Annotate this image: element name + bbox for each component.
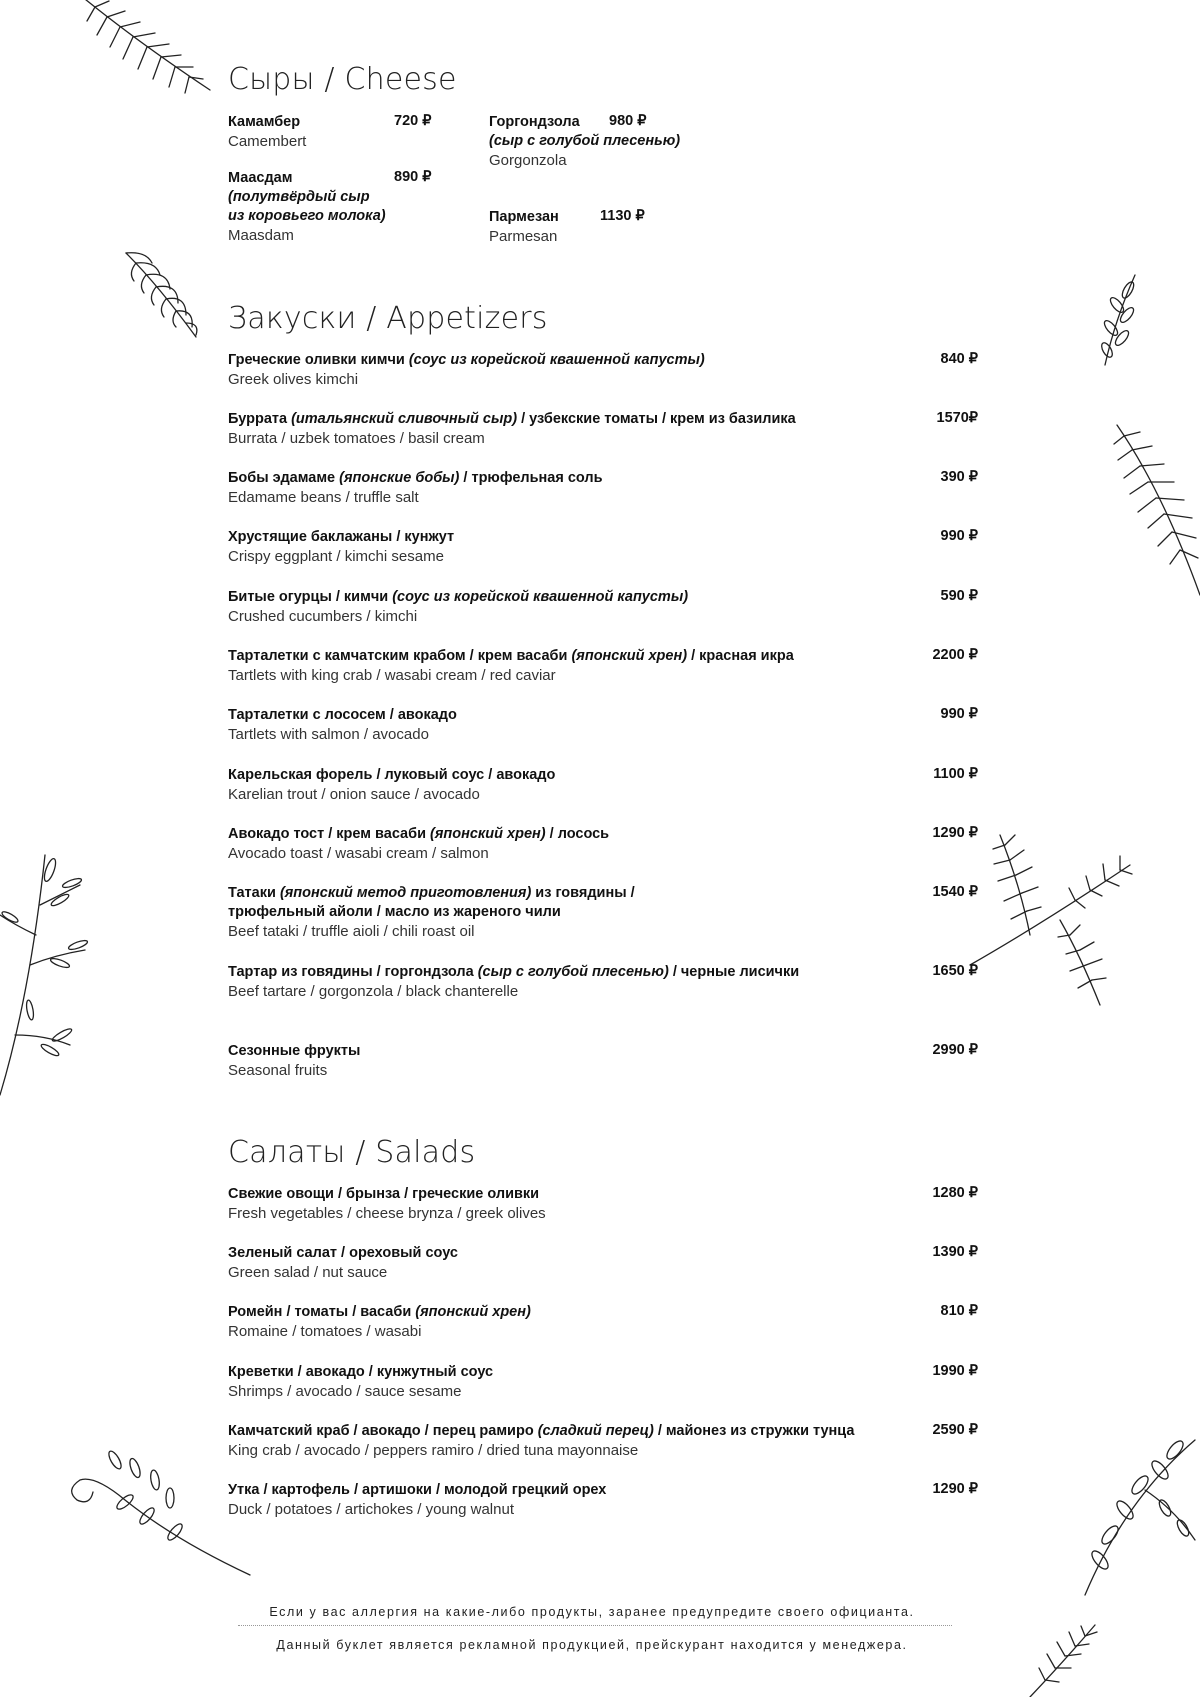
item-name-line2: трюфельный айоли / масло из жареного чили (228, 904, 561, 920)
item-name: Греческие оливки кимчи (соус из корейской квашенной капусты) (228, 352, 705, 368)
item-price: 720 ₽ (394, 113, 432, 129)
item-name-en: Crushed cucumbers / kimchi (228, 608, 418, 625)
item-name: Креветки / авокадо / кунжутный соус (228, 1364, 494, 1380)
item-name: Хрустящие баклажаны / кунжут (228, 529, 455, 545)
menu-item (228, 1303, 998, 1341)
menu-item (228, 528, 998, 566)
footer-divider (238, 1625, 952, 1626)
price-disclaimer: Данный буклет является рекламной продукцией, прейскурант находится у менеджера. (276, 1638, 908, 1652)
menu-item (489, 113, 709, 170)
item-name: Ромейн / томаты / васаби (японский хрен) (228, 1304, 531, 1320)
menu-item (228, 469, 998, 507)
item-price: 2200 ₽ (932, 647, 978, 663)
menu-item (228, 410, 998, 448)
item-name-en: Fresh vegetables / cheese brynza / greek olives (228, 1205, 546, 1222)
item-note: (соус из корейской квашенной капусты) (392, 589, 689, 605)
fern-leaf-icon (1025, 1620, 1115, 1697)
menu-item (228, 825, 998, 863)
item-price: 1990 ₽ (932, 1363, 978, 1379)
item-price: 1130 ₽ (600, 208, 645, 224)
menu-item (228, 963, 998, 1001)
menu-item (228, 647, 998, 685)
item-note: из коровьего молока) (228, 208, 386, 224)
item-price: 980 ₽ (609, 113, 647, 129)
item-price: 810 ₽ (940, 1303, 978, 1319)
menu-item (228, 1244, 998, 1282)
item-name: Камчатский краб / авокадо / перец рамиро (сладкий перец) / майонез из стружки тунца (228, 1423, 855, 1439)
item-price: 1290 ₽ (932, 825, 978, 841)
item-price: 1280 ₽ (932, 1185, 978, 1201)
item-name: Маасдам (228, 170, 293, 186)
curl-sprig-icon (65, 1440, 255, 1580)
item-price: 390 ₽ (940, 469, 978, 485)
item-name: Камамбер (228, 114, 301, 130)
item-name: Татаки (японский метод приготовления) из говядины / (228, 885, 635, 901)
item-price: 840 ₽ (940, 351, 978, 367)
item-price: 890 ₽ (394, 169, 432, 185)
menu-item (228, 1363, 998, 1401)
item-name: Пармезан (489, 209, 559, 225)
item-note: (японский хрен) (415, 1304, 531, 1320)
item-name-en: Maasdam (228, 227, 294, 244)
item-name-en: Avocado toast / wasabi cream / salmon (228, 845, 489, 862)
item-name: Тарталетки с камчатским крабом / крем васаби (японский хрен) / красная икра (228, 648, 794, 664)
item-name: Свежие овощи / брынза / греческие оливки (228, 1186, 540, 1202)
leaf-sprig-icon (1095, 270, 1145, 370)
item-name-en: Duck / potatoes / artichokes / young walnut (228, 1501, 514, 1518)
item-price: 590 ₽ (940, 588, 978, 604)
item-note: (итальянский сливочный сыр) (291, 411, 518, 427)
item-name: Тарталетки с лососем / авокадо (228, 707, 457, 723)
item-name-en: Burrata / uzbek tomatoes / basil cream (228, 430, 485, 447)
section-title-salads: Салаты / Salads (228, 1135, 476, 1170)
item-name-en: Greek olives kimchi (228, 371, 359, 388)
item-name: Сезонные фрукты (228, 1043, 361, 1059)
item-note: (соус из корейской квашенной капусты) (408, 352, 705, 368)
item-price: 1100 ₽ (933, 766, 978, 782)
leaf-vine-icon (1065, 1430, 1200, 1600)
item-name: Бобы эдамаме (японские бобы) / трюфельная соль (228, 470, 603, 486)
item-price: 990 ₽ (940, 706, 978, 722)
item-price: 2590 ₽ (932, 1422, 978, 1438)
item-name: Битые огурцы / кимчи (соус из корейской квашенной капусты) (228, 589, 689, 605)
menu-item (228, 766, 998, 804)
item-name-en: Tartlets with salmon / avocado (228, 726, 429, 743)
item-name-en: Crispy eggplant / kimchi sesame (228, 548, 444, 565)
item-note: (японские бобы) (339, 470, 460, 486)
item-name-en: Karelian trout / onion sauce / avocado (228, 786, 480, 803)
item-name: Зеленый салат / ореховый соус (228, 1245, 458, 1261)
item-price: 990 ₽ (940, 528, 978, 544)
item-name: Буррата (итальянский сливочный сыр) / узбекские томаты / крем из базилика (228, 411, 796, 427)
item-name-en: Gorgonzola (489, 152, 567, 169)
section-title-cheese: Сыры / Cheese (228, 62, 457, 97)
menu-item (228, 1042, 998, 1080)
item-note: (японский хрен) (430, 826, 546, 842)
item-price: 1390 ₽ (932, 1244, 978, 1260)
item-name-en: Seasonal fruits (228, 1062, 328, 1079)
item-name-en: Beef tataki / truffle aioli / chili roast oil (228, 923, 475, 940)
item-price: 2990 ₽ (932, 1042, 978, 1058)
item-name-en: Romaine / tomatoes / wasabi (228, 1323, 422, 1340)
menu-item (228, 169, 438, 245)
item-name-en: Shrimps / avocado / sauce sesame (228, 1383, 462, 1400)
item-note: (сыр с голубой плесенью) (477, 964, 669, 980)
item-name-en: Green salad / nut sauce (228, 1264, 388, 1281)
allergy-notice: Если у вас аллергия на какие-либо продукты, заранее предупредите своего официанта. (269, 1605, 915, 1619)
menu-item (228, 1481, 998, 1519)
item-note: (японский хрен) (571, 648, 688, 664)
item-price: 1540 ₽ (932, 884, 978, 900)
fern-leaf-icon (118, 245, 208, 345)
item-name: Утка / картофель / артишоки / молодой грецкий орех (228, 1482, 607, 1498)
item-name: Авокадо тост / крем васаби (японский хрен) / лосось (228, 826, 610, 842)
menu-item (228, 706, 998, 744)
item-price: 1290 ₽ (932, 1481, 978, 1497)
fern-leaf-icon (75, 0, 225, 95)
item-name-en: Camembert (228, 133, 307, 150)
leaf-branch-icon (0, 845, 100, 1100)
menu-item (228, 588, 998, 626)
menu-item (228, 113, 438, 151)
item-price: 1650 ₽ (932, 963, 978, 979)
menu-item (228, 1422, 998, 1460)
item-note: (сладкий перец) (537, 1423, 654, 1439)
menu-item (228, 1185, 998, 1223)
menu-item (228, 884, 998, 941)
item-name-en: Beef tartare / gorgonzola / black chanterelle (228, 983, 519, 1000)
item-name-en: Tartlets with king crab / wasabi cream / red caviar (228, 667, 556, 684)
item-name-en: Edamame beans / truffle salt (228, 489, 419, 506)
item-note: (японский метод приготовления) (279, 885, 532, 901)
item-note: (полутвёрдый сыр (228, 189, 370, 205)
item-name: Карельская форель / луковый соус / авокадо (228, 767, 556, 783)
item-price: 1570₽ (936, 410, 978, 426)
fern-leaf-icon (1112, 420, 1200, 600)
section-title-appetizers: Закуски / Appetizers (228, 301, 548, 336)
menu-item (228, 351, 998, 389)
item-name-en: Parmesan (489, 228, 558, 245)
menu-item (489, 208, 709, 246)
item-note: (сыр с голубой плесенью) (489, 133, 681, 149)
item-name: Тартар из говядины / горгондзола (сыр с голубой плесенью) / черные лисички (228, 964, 800, 980)
item-name: Горгондзола (489, 114, 580, 130)
item-name-en: King crab / avocado / peppers ramiro / dried tuna mayonnaise (228, 1442, 639, 1459)
